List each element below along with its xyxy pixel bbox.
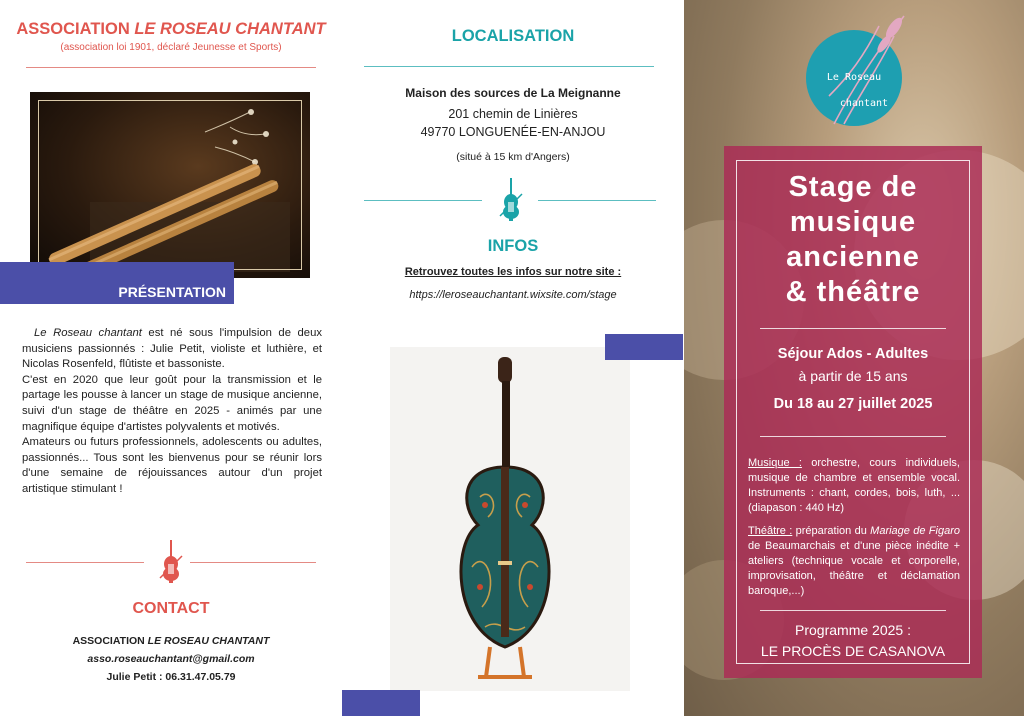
- accent-bar: [342, 690, 420, 716]
- association-subtitle: (association loi 1901, déclaré Jeunesse et Sports): [60, 42, 282, 53]
- contact-association: ASSOCIATION LE ROSEAU CHANTANT: [72, 635, 270, 647]
- violin-icon: [156, 538, 186, 584]
- infos-link-label: Retrouvez toutes les infos sur notre site :: [404, 266, 622, 278]
- website-link[interactable]: https://leroseauchantant.wixsite.com/stage: [409, 289, 617, 301]
- contact-heading: CONTACT: [132, 600, 210, 617]
- photo-frame: [38, 100, 302, 270]
- contact-email[interactable]: asso.roseauchantant@gmail.com: [87, 653, 255, 665]
- presentation-text: Le Roseau chantant est né sous l'impulsion de deux musiciens passionnés : Julie Petit, violiste et luthière, et Nicolas Rosenfeld, flûtiste et bassoniste. C'est en 2020 que leur goût pour la transmission et le partage les pousse à lancer un stage de musique ancienne, suivi d'un stage de théâtre en 2025 - animés par une magnifique équipe d'artistes polyvalents et motivés. Amateurs ou futurs professionnels, adolescents ou adultes, passionnés... Tous sont les bienvenus pour se réunir lors d'une semaine de réjouissances autour d'un projet artistique stimulant !: [22, 327, 323, 495]
- venue-street: 201 chemin de Linières: [448, 107, 578, 121]
- divider: [760, 328, 946, 329]
- presentation-heading: PRÉSENTATION: [0, 262, 234, 304]
- localisation-heading: LOCALISATION: [451, 27, 575, 45]
- audience: Séjour Ados - Adultes: [777, 346, 929, 362]
- venue-name: Maison des sources de La Meignanne: [405, 86, 621, 100]
- accent-bar: [605, 334, 683, 360]
- divider: [538, 200, 656, 201]
- event-dates: Du 18 au 27 juillet 2025: [773, 396, 933, 412]
- logo-text-line2: chantant: [839, 98, 889, 109]
- violin-icon: [496, 176, 526, 222]
- theatre-description: Théâtre : préparation du Mariage de Figaro de Beaumarchais et d'une pièce inédite + ateliers (technique vocale et corporelle, improvisation, théâtre et déclamation baroque,...): [748, 525, 960, 597]
- age-requirement: à partir de 15 ans: [798, 368, 908, 384]
- infos-heading: INFOS: [487, 237, 539, 255]
- stage-title: Stage de musique ancienne & théâtre: [785, 171, 921, 308]
- viola-photo: [390, 347, 630, 691]
- contact-block: [0, 632, 342, 686]
- music-description: Musique : orchestre, cours individuels, musique de chambre et ensemble vocal. Instruments : chant, cordes, bois, luth, ... (diapason : 440 Hz): [748, 457, 960, 514]
- divider: [760, 610, 946, 611]
- venue-distance: (situé à 15 km d'Angers): [456, 151, 570, 163]
- logo-text-line1: Le Roseau: [826, 72, 882, 83]
- divider: [760, 436, 946, 437]
- flutes-photo: [30, 92, 310, 278]
- viola-illustration: [390, 347, 630, 691]
- divider: [26, 562, 144, 563]
- divider: [364, 200, 482, 201]
- venue-city: 49770 LONGUENÉE-EN-ANJOU: [420, 125, 606, 139]
- divider: [364, 66, 654, 67]
- contact-phone: Julie Petit : 06.31.47.05.79: [106, 671, 236, 683]
- right-panel: [684, 0, 1024, 716]
- association-title: ASSOCIATION LE ROSEAU CHANTANT: [16, 20, 326, 38]
- left-panel: [0, 0, 342, 716]
- event-card: [724, 146, 982, 678]
- programme-label: Programme 2025 :: [795, 622, 911, 638]
- divider: [26, 67, 316, 68]
- divider: [190, 562, 316, 563]
- programme-title: LE PROCÈS DE CASANOVA: [760, 643, 946, 659]
